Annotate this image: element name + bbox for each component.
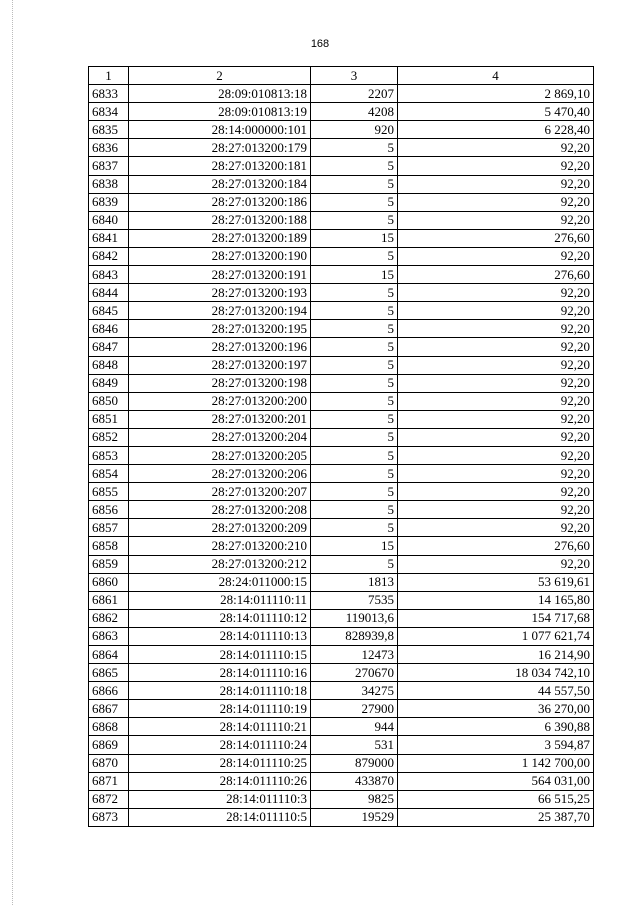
row-number-cell: 6833 [89,85,129,103]
area-value-cell: 5 [311,320,398,338]
amount-value-cell: 14 165,80 [398,591,594,609]
amount-value-cell: 92,20 [398,374,594,392]
table-row [89,428,594,446]
cadastral-number-cell: 28:09:010813:18 [129,85,311,103]
area-value-cell: 5 [311,446,398,464]
row-number-cell: 6846 [89,320,129,338]
amount-value-cell: 92,20 [398,211,594,229]
row-number-cell: 6842 [89,247,129,265]
table-row [89,410,594,428]
cadastral-number-cell: 28:27:013200:184 [129,175,311,193]
row-number-cell: 6870 [89,754,129,772]
cadastral-number-cell: 28:27:013200:212 [129,555,311,573]
scan-margin [0,0,13,905]
row-number-cell: 6854 [89,465,129,483]
table-row [89,193,594,211]
amount-value-cell: 92,20 [398,247,594,265]
row-number-cell: 6843 [89,266,129,284]
amount-value-cell: 92,20 [398,446,594,464]
area-value-cell: 7535 [311,591,398,609]
cadastral-number-cell: 28:14:011110:24 [129,736,311,754]
cadastral-number-cell: 28:27:013200:179 [129,139,311,157]
amount-value-cell: 1 077 621,74 [398,627,594,645]
row-number-cell: 6858 [89,537,129,555]
amount-value-cell: 2 869,10 [398,85,594,103]
column-header-4: 4 [398,67,594,85]
row-number-cell: 6853 [89,446,129,464]
table-row [89,609,594,627]
table-row [89,266,594,284]
amount-value-cell: 53 619,61 [398,573,594,591]
cadastral-number-cell: 28:27:013200:186 [129,193,311,211]
row-number-cell: 6838 [89,175,129,193]
table-row [89,808,594,826]
amount-value-cell: 154 717,68 [398,609,594,627]
area-value-cell: 5 [311,555,398,573]
cadastral-number-cell: 28:14:011110:19 [129,700,311,718]
table-row [89,555,594,573]
area-value-cell: 5 [311,483,398,501]
cadastral-number-cell: 28:27:013200:190 [129,247,311,265]
amount-value-cell: 66 515,25 [398,790,594,808]
row-number-cell: 6841 [89,229,129,247]
table-row [89,483,594,501]
row-number-cell: 6849 [89,374,129,392]
row-number-cell: 6857 [89,519,129,537]
cadastral-number-cell: 28:27:013200:195 [129,320,311,338]
row-number-cell: 6834 [89,103,129,121]
cadastral-number-cell: 28:27:013200:204 [129,428,311,446]
area-value-cell: 1813 [311,573,398,591]
cadastral-number-cell: 28:27:013200:208 [129,501,311,519]
cadastral-number-cell: 28:27:013200:181 [129,157,311,175]
area-value-cell: 5 [311,338,398,356]
row-number-cell: 6847 [89,338,129,356]
column-header-3: 3 [311,67,398,85]
amount-value-cell: 92,20 [398,356,594,374]
row-number-cell: 6868 [89,718,129,736]
table-row [89,501,594,519]
area-value-cell: 2207 [311,85,398,103]
table-row [89,772,594,790]
row-number-cell: 6861 [89,591,129,609]
cadastral-number-cell: 28:27:013200:210 [129,537,311,555]
area-value-cell: 5 [311,374,398,392]
table-row [89,139,594,157]
area-value-cell: 119013,6 [311,609,398,627]
row-number-cell: 6840 [89,211,129,229]
table-row [89,718,594,736]
cadastral-number-cell: 28:14:011110:25 [129,754,311,772]
table-row [89,591,594,609]
cadastral-number-cell: 28:14:011110:21 [129,718,311,736]
page-number: 168 [310,38,330,50]
area-value-cell: 944 [311,718,398,736]
row-number-cell: 6837 [89,157,129,175]
amount-value-cell: 92,20 [398,320,594,338]
column-header-2: 2 [129,67,311,85]
cadastral-number-cell: 28:27:013200:189 [129,229,311,247]
area-value-cell: 15 [311,229,398,247]
cadastral-number-cell: 28:14:011110:18 [129,682,311,700]
amount-value-cell: 92,20 [398,139,594,157]
column-header-1: 1 [89,67,129,85]
row-number-cell: 6866 [89,682,129,700]
row-number-cell: 6872 [89,790,129,808]
row-number-cell: 6859 [89,555,129,573]
area-value-cell: 270670 [311,664,398,682]
amount-value-cell: 564 031,00 [398,772,594,790]
area-value-cell: 5 [311,193,398,211]
table-row [89,392,594,410]
cadastral-number-cell: 28:27:013200:191 [129,266,311,284]
row-number-cell: 6856 [89,501,129,519]
cadastral-number-cell: 28:14:011110:15 [129,646,311,664]
amount-value-cell: 5 470,40 [398,103,594,121]
header-row [89,67,594,85]
table-row [89,356,594,374]
table-row [89,320,594,338]
area-value-cell: 5 [311,139,398,157]
amount-value-cell: 92,20 [398,193,594,211]
row-number-cell: 6865 [89,664,129,682]
cadastral-number-cell: 28:27:013200:198 [129,374,311,392]
table-row [89,121,594,139]
area-value-cell: 879000 [311,754,398,772]
table-row [89,85,594,103]
data-table [88,66,594,827]
area-value-cell: 5 [311,157,398,175]
table-row [89,157,594,175]
area-value-cell: 15 [311,537,398,555]
row-number-cell: 6862 [89,609,129,627]
table-row [89,446,594,464]
amount-value-cell: 92,20 [398,501,594,519]
cadastral-number-cell: 28:24:011000:15 [129,573,311,591]
amount-value-cell: 92,20 [398,157,594,175]
row-number-cell: 6855 [89,483,129,501]
table-row [89,211,594,229]
row-number-cell: 6869 [89,736,129,754]
table-row [89,573,594,591]
area-value-cell: 19529 [311,808,398,826]
amount-value-cell: 1 142 700,00 [398,754,594,772]
area-value-cell: 5 [311,410,398,428]
table-row [89,103,594,121]
amount-value-cell: 92,20 [398,428,594,446]
area-value-cell: 5 [311,302,398,320]
amount-value-cell: 92,20 [398,392,594,410]
area-value-cell: 5 [311,519,398,537]
amount-value-cell: 6 390,88 [398,718,594,736]
table-body [89,85,594,827]
amount-value-cell: 92,20 [398,483,594,501]
area-value-cell: 5 [311,175,398,193]
cadastral-number-cell: 28:27:013200:201 [129,410,311,428]
table-row [89,700,594,718]
area-value-cell: 34275 [311,682,398,700]
cadastral-number-cell: 28:27:013200:193 [129,284,311,302]
cadastral-number-cell: 28:14:011110:3 [129,790,311,808]
row-number-cell: 6845 [89,302,129,320]
cadastral-number-cell: 28:27:013200:188 [129,211,311,229]
amount-value-cell: 3 594,87 [398,736,594,754]
table-row [89,229,594,247]
area-value-cell: 531 [311,736,398,754]
table-row [89,627,594,645]
cadastral-number-cell: 28:14:011110:12 [129,609,311,627]
cadastral-number-cell: 28:14:011110:16 [129,664,311,682]
cadastral-number-cell: 28:27:013200:209 [129,519,311,537]
amount-value-cell: 276,60 [398,537,594,555]
amount-value-cell: 44 557,50 [398,682,594,700]
amount-value-cell: 92,20 [398,519,594,537]
cadastral-number-cell: 28:14:011110:5 [129,808,311,826]
table-row [89,302,594,320]
amount-value-cell: 276,60 [398,266,594,284]
area-value-cell: 5 [311,247,398,265]
row-number-cell: 6844 [89,284,129,302]
table-row [89,537,594,555]
area-value-cell: 5 [311,284,398,302]
cadastral-number-cell: 28:09:010813:19 [129,103,311,121]
row-number-cell: 6848 [89,356,129,374]
amount-value-cell: 92,20 [398,410,594,428]
cadastral-number-cell: 28:14:000000:101 [129,121,311,139]
table-row [89,519,594,537]
table-row [89,682,594,700]
table-row [89,664,594,682]
row-number-cell: 6860 [89,573,129,591]
area-value-cell: 5 [311,392,398,410]
row-number-cell: 6873 [89,808,129,826]
table-row [89,374,594,392]
cadastral-number-cell: 28:27:013200:207 [129,483,311,501]
area-value-cell: 27900 [311,700,398,718]
amount-value-cell: 16 214,90 [398,646,594,664]
amount-value-cell: 36 270,00 [398,700,594,718]
table-row [89,754,594,772]
table-row [89,646,594,664]
cadastral-number-cell: 28:27:013200:200 [129,392,311,410]
table-row [89,338,594,356]
area-value-cell: 828939,8 [311,627,398,645]
amount-value-cell: 276,60 [398,229,594,247]
area-value-cell: 5 [311,211,398,229]
amount-value-cell: 92,20 [398,302,594,320]
area-value-cell: 5 [311,356,398,374]
amount-value-cell: 18 034 742,10 [398,664,594,682]
table-row [89,247,594,265]
cadastral-number-cell: 28:14:011110:11 [129,591,311,609]
amount-value-cell: 6 228,40 [398,121,594,139]
amount-value-cell: 92,20 [398,465,594,483]
cadastral-number-cell: 28:27:013200:196 [129,338,311,356]
table-row [89,736,594,754]
area-value-cell: 920 [311,121,398,139]
row-number-cell: 6836 [89,139,129,157]
area-value-cell: 9825 [311,790,398,808]
area-value-cell: 5 [311,428,398,446]
row-number-cell: 6852 [89,428,129,446]
cadastral-number-cell: 28:27:013200:194 [129,302,311,320]
row-number-cell: 6864 [89,646,129,664]
row-number-cell: 6867 [89,700,129,718]
amount-value-cell: 92,20 [398,284,594,302]
table-row [89,175,594,193]
amount-value-cell: 25 387,70 [398,808,594,826]
amount-value-cell: 92,20 [398,555,594,573]
row-number-cell: 6835 [89,121,129,139]
cadastral-number-cell: 28:27:013200:197 [129,356,311,374]
area-value-cell: 5 [311,501,398,519]
row-number-cell: 6850 [89,392,129,410]
table-row [89,284,594,302]
area-value-cell: 15 [311,266,398,284]
area-value-cell: 12473 [311,646,398,664]
area-value-cell: 5 [311,465,398,483]
amount-value-cell: 92,20 [398,175,594,193]
cadastral-number-cell: 28:14:011110:26 [129,772,311,790]
cadastral-number-cell: 28:27:013200:206 [129,465,311,483]
row-number-cell: 6839 [89,193,129,211]
amount-value-cell: 92,20 [398,338,594,356]
table-row [89,790,594,808]
area-value-cell: 433870 [311,772,398,790]
table-row [89,465,594,483]
row-number-cell: 6863 [89,627,129,645]
row-number-cell: 6871 [89,772,129,790]
cadastral-number-cell: 28:14:011110:13 [129,627,311,645]
cadastral-number-cell: 28:27:013200:205 [129,446,311,464]
area-value-cell: 4208 [311,103,398,121]
row-number-cell: 6851 [89,410,129,428]
